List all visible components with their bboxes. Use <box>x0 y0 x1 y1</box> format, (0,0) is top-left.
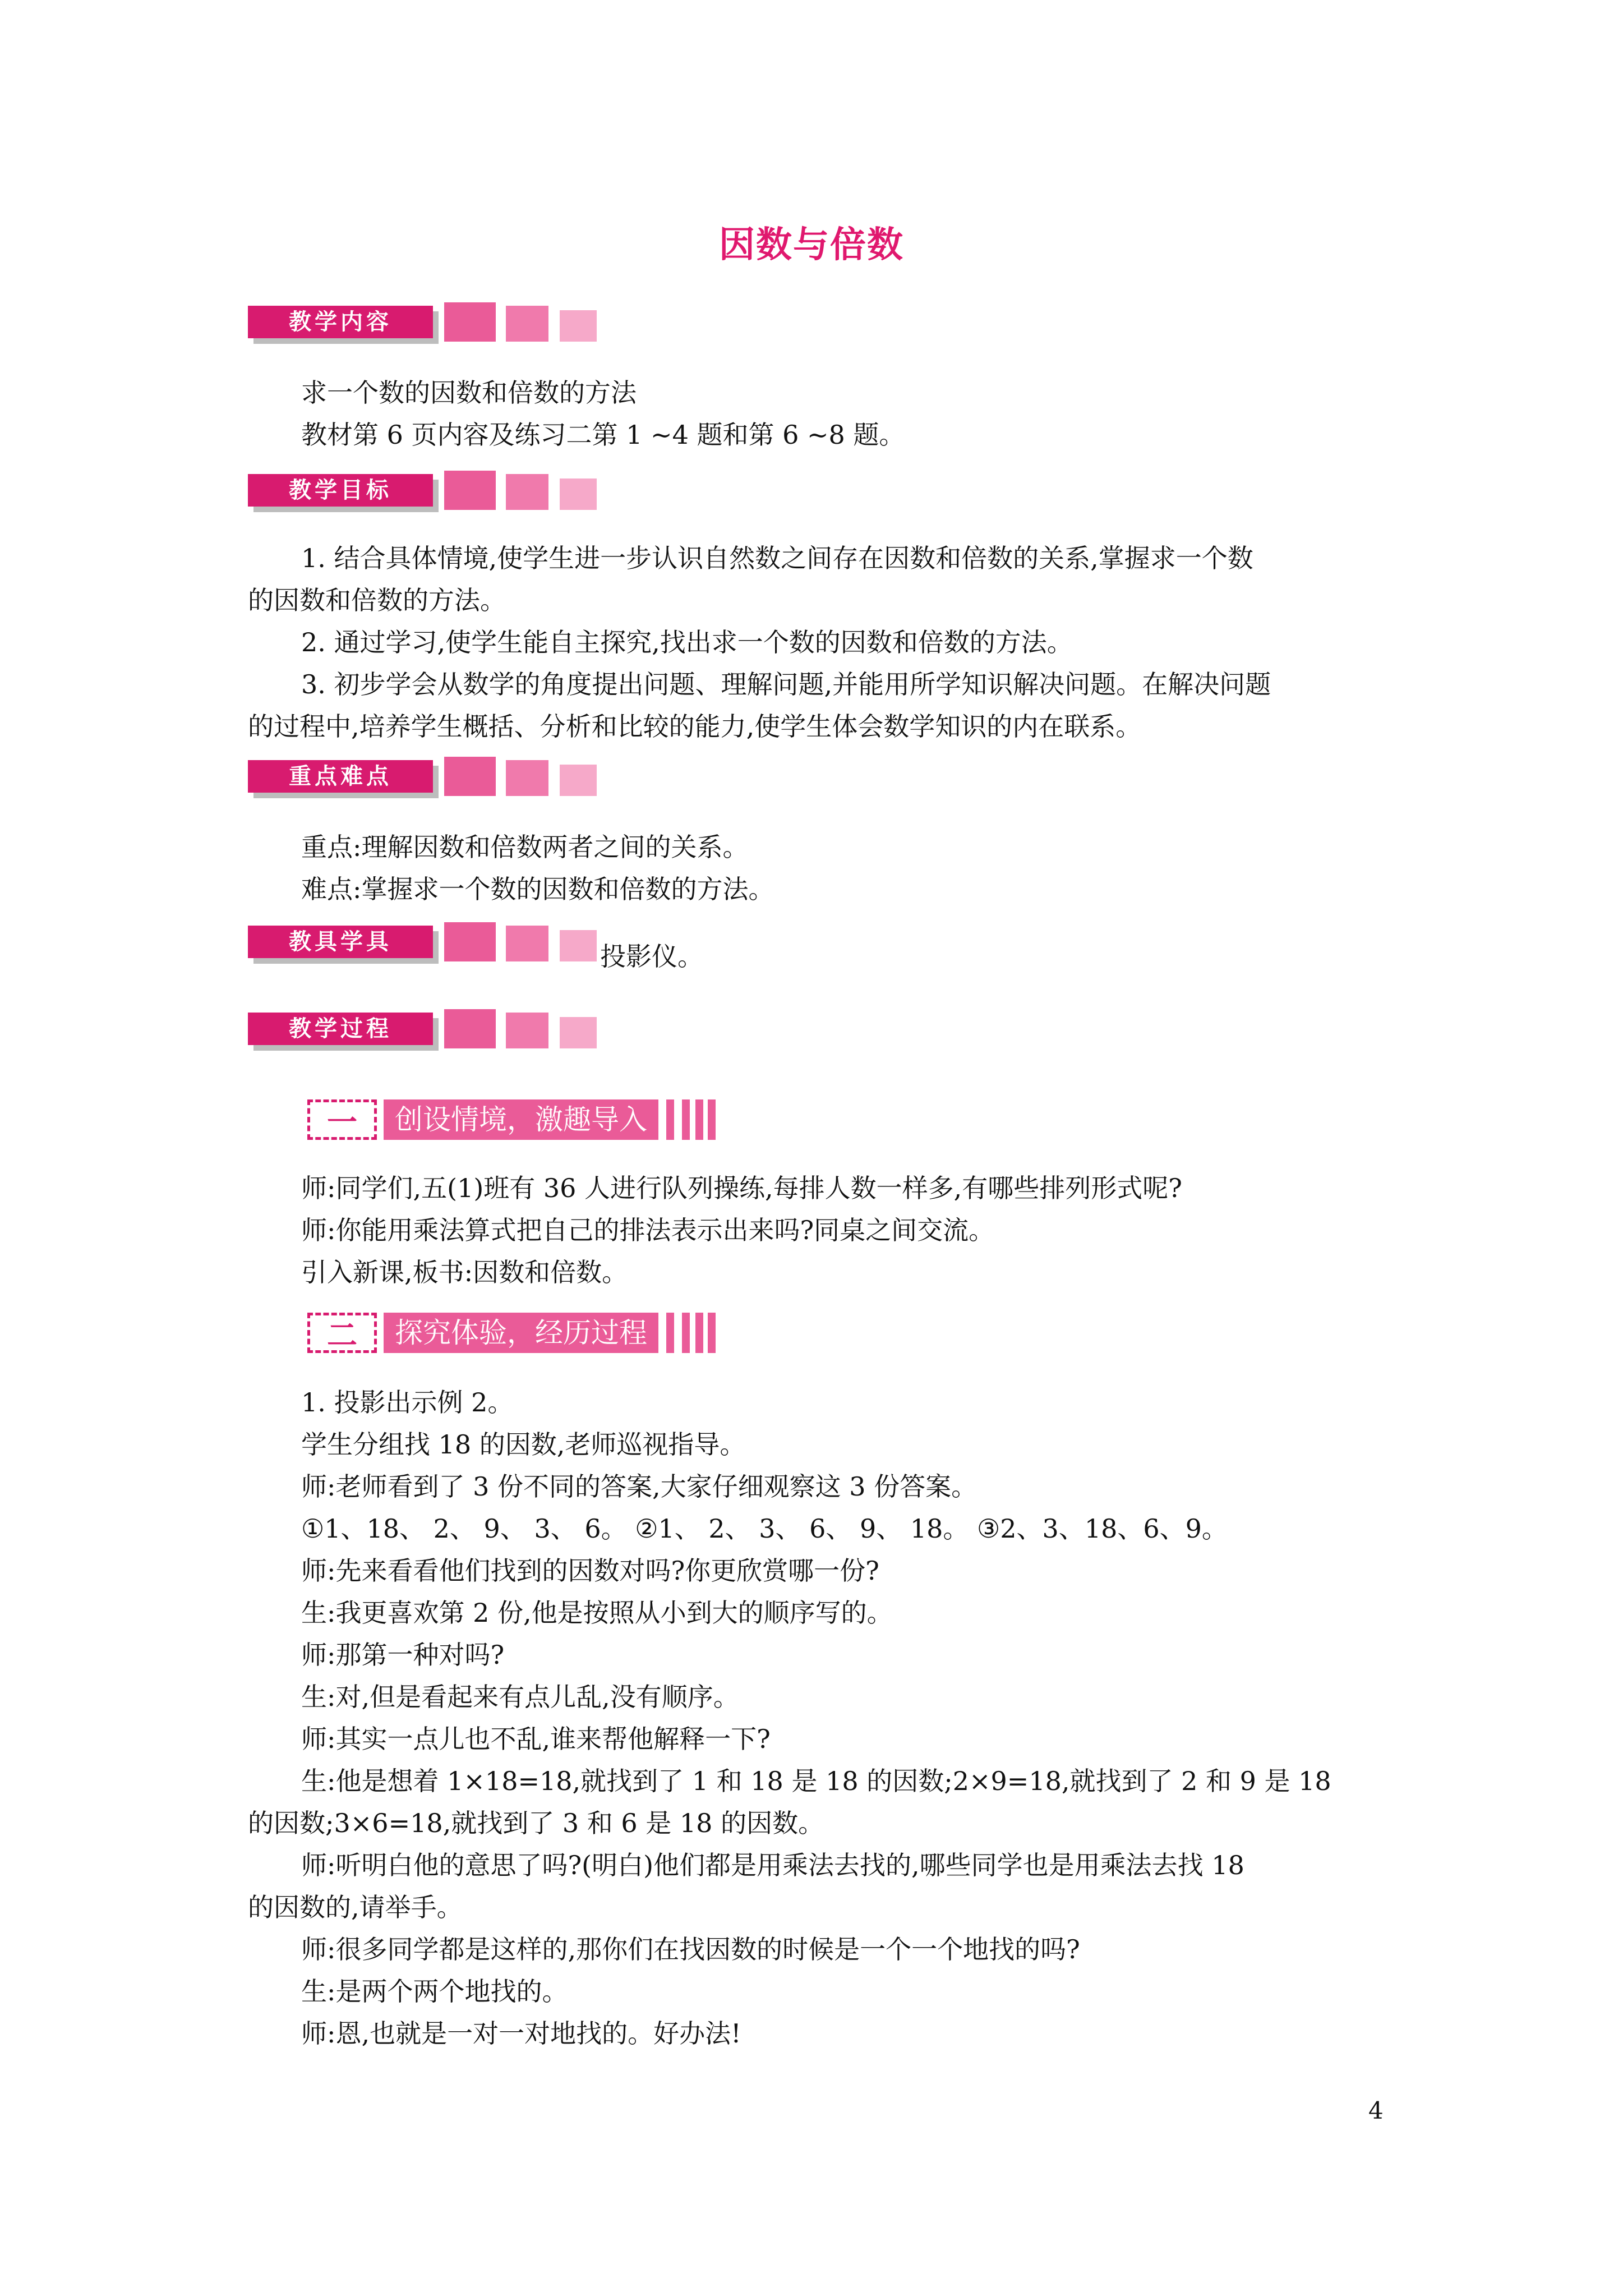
step-number: 二 <box>307 1313 377 1353</box>
process-line: 师:你能用乘法算式把自己的排法表示出来吗?同桌之间交流。 <box>301 1215 995 1245</box>
decor-square <box>444 471 496 510</box>
process-line: 师:很多同学都是这样的,那你们在找因数的时候是一个一个地找的吗? <box>301 1934 1080 1964</box>
decor-square <box>506 1013 548 1048</box>
process-line: 师:同学们,五(1)班有 36 人进行队列操练,每排人数一样多,有哪些排列形式呢? <box>301 1173 1182 1203</box>
process-line: 的因数的,请举手。 <box>248 1892 463 1922</box>
tools-text: 投影仪。 <box>600 941 703 972</box>
process-line: 生:他是想着 1×18=18,就找到了 1 和 18 是 18 的因数;2×9=18,就找到了 2 和 9 是 18 <box>301 1766 1331 1796</box>
process-line: 师:先来看看他们找到的因数对吗?你更欣赏哪一份? <box>301 1556 879 1586</box>
process-line: 生:对,但是看起来有点儿乱,没有顺序。 <box>301 1682 739 1712</box>
process-line: 生:是两个两个地找的。 <box>301 1976 568 2007</box>
process-line: 师:老师看到了 3 份不同的答案,大家仔细观察这 3 份答案。 <box>301 1471 978 1502</box>
decor-square <box>560 478 597 510</box>
decor-square <box>506 474 548 510</box>
page-title: 因数与倍数 <box>719 224 904 266</box>
process-line: 引入新课,板书:因数和倍数。 <box>301 1257 628 1287</box>
decor-square <box>506 760 548 796</box>
step-number: 一 <box>307 1099 377 1140</box>
decor-square <box>444 922 496 961</box>
process-line: 师:听明白他的意思了吗?(明白)他们都是用乘法去找的,哪些同学也是用乘法去找 18 <box>301 1850 1244 1880</box>
section-label: 教具学具 <box>248 926 433 958</box>
decor-square <box>560 930 597 961</box>
goal-line: 1. 结合具体情境,使学生进一步认识自然数之间存在因数和倍数的关系,掌握求一个数 <box>301 543 1253 573</box>
section-label: 教学过程 <box>248 1013 433 1045</box>
section-label: 重点难点 <box>248 760 433 793</box>
decor-square <box>560 310 597 342</box>
process-line: 生:我更喜欢第 2 份,他是按照从小到大的顺序写的。 <box>301 1598 893 1628</box>
keypoint-line: 重点:理解因数和倍数两者之间的关系。 <box>301 832 749 862</box>
goal-line: 3. 初步学会从数学的角度提出问题、理解问题,并能用所学知识解决问题。在解决问题 <box>301 669 1271 700</box>
goal-line: 的因数和倍数的方法。 <box>248 585 506 615</box>
process-line: 学生分组找 18 的因数,老师巡视指导。 <box>301 1429 746 1460</box>
decor-square <box>444 1009 496 1048</box>
decor-square <box>560 765 597 796</box>
goal-line: 2. 通过学习,使学生能自主探究,找出求一个数的因数和倍数的方法。 <box>301 627 1073 657</box>
content-line: 求一个数的因数和倍数的方法 <box>301 378 637 408</box>
decor-square <box>444 302 496 342</box>
step-title: 探究体验，经历过程 <box>384 1313 658 1353</box>
keypoint-line: 难点:掌握求一个数的因数和倍数的方法。 <box>301 874 774 904</box>
decor-square <box>560 1017 597 1048</box>
goal-line: 的过程中,培养学生概括、分析和比较的能力,使学生体会数学知识的内在联系。 <box>248 711 1142 742</box>
process-line: 师:恩,也就是一对一对地找的。好办法! <box>301 2018 741 2049</box>
page-number: 4 <box>1368 2097 1384 2124</box>
content-line: 教材第 6 页内容及练习二第 1 ~4 题和第 6 ~8 题。 <box>301 420 905 450</box>
section-label: 教学目标 <box>248 474 433 507</box>
process-line: 师:那第一种对吗? <box>301 1640 505 1670</box>
process-line: 师:其实一点儿也不乱,谁来帮他解释一下? <box>301 1724 771 1754</box>
step-title: 创设情境，激趣导入 <box>384 1099 658 1140</box>
decor-square <box>444 757 496 796</box>
decor-square <box>506 306 548 342</box>
decor-square <box>506 926 548 961</box>
process-line: ①1、18、 2、 9、 3、 6。 ②1、 2、 3、 6、 9、 18。 ③2、3、18、6、9。 <box>301 1513 1228 1544</box>
process-line: 的因数;3×6=18,就找到了 3 和 6 是 18 的因数。 <box>248 1808 824 1838</box>
section-label: 教学内容 <box>248 306 433 338</box>
process-line: 1. 投影出示例 2。 <box>301 1387 514 1418</box>
